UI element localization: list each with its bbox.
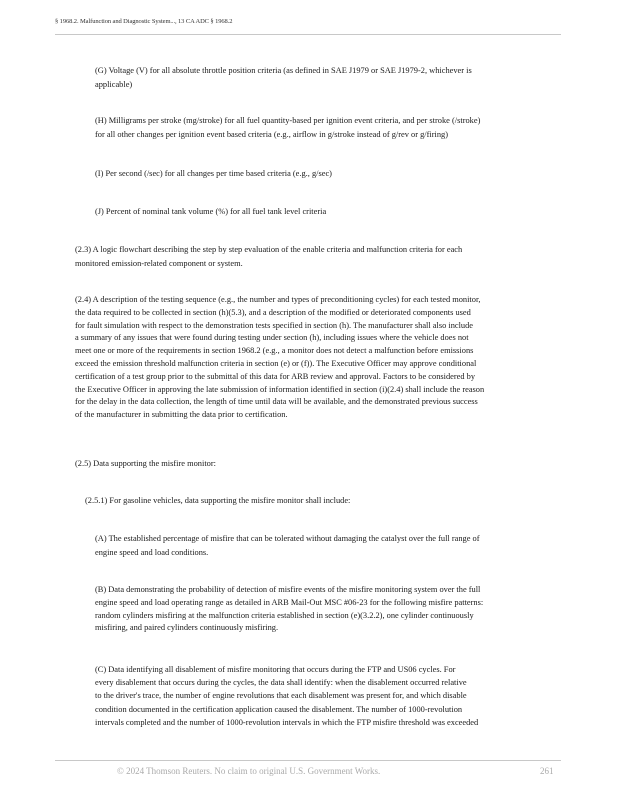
paragraph-2-5-1: (2.5.1) For gasoline vehicles, data supporting the misfire monitor shall include: — [85, 496, 351, 505]
paragraph-c: (C) Data identifying all disablement of misfire monitoring that occurs during the FTP and US06 cycles. For every disablement that occurs during the cycles, the data shall identify: when the disablement occurred relative to the driver's trace, the number of engine revolutions that each disablement was present for, and which disable condition documented in the certification application caused the disablement. The number of 1000-revolution intervals completed and the number of 1000-revolution intervals in which the FTP misfire threshold was exceeded — [95, 665, 479, 727]
paragraph-2-3: (2.3) A logic flowchart describing the step by step evaluation of the enable criteria and malfunction criteria for each monitored emission-related component or system. — [75, 245, 463, 268]
copyright-notice: © 2024 Thomson Reuters. No claim to original U.S. Government Works. — [117, 766, 381, 776]
paragraph-j: (J) Percent of nominal tank volume (%) for all fuel tank level criteria — [95, 207, 327, 216]
page-number: 261 — [540, 766, 554, 776]
paragraph-a: (A) The established percentage of misfire that can be tolerated without damaging the catalyst over the full range of engine speed and load conditions. — [95, 534, 480, 557]
header-divider — [55, 34, 561, 35]
paragraph-b: (B) Data demonstrating the probability of detection of misfire events of the misfire monitoring system over the full engine speed and load operating range as detailed in ARB Mail-Out MSC #06-23 for the following misfire patterns: random cylinders misfiring at the malfunction criteria established in section (e)(3.2.2), one cylinder continuously misfiring, and paired cylinders continuously misfiring. — [95, 585, 484, 633]
paragraph-g: (G) Voltage (V) for all absolute throttle position criteria (as defined in SAE J1979 or SAE J1979-2, whichever is applicable) — [95, 66, 472, 89]
paragraph-i: (I) Per second (/sec) for all changes per time based criteria (e.g., g/sec) — [95, 169, 332, 178]
paragraph-2-5: (2.5) Data supporting the misfire monitor: — [75, 459, 216, 468]
paragraph-2-4: (2.4) A description of the testing sequence (e.g., the number and types of preconditioning cycles) for each tested monitor, the data required to be collected in section (h)(5.3), and a description of the modified or deteriorated components used for fault simulation with respect to the demonstration tests specified in section (h). The manufacturer shall also include a summary of any issues that were found during testing under section (h), including issues where the vehicle does not meet one or more of the requirements in section 1968.2 (e.g., a monitor does not detect a malfunction before emissions exceed the emission threshold malfunction criteria in section (e) or (f)). The Executive Officer may approve conditional certification of a test group prior to the submittal of this data for ARB review and approval. Factors to be considered by the Executive Officer in approving the late submission of information identified in section (i)(2.4) shall include the reason for the delay in the data collection, the length of time until data will be available, and the demonstrated previous success of the manufacturer in submitting the data prior to certification. — [75, 295, 485, 420]
footer-divider — [55, 760, 561, 761]
paragraph-h: (H) Milligrams per stroke (mg/stroke) for all fuel quantity-based per ignition event criteria, and per stroke (/stroke) for all other changes per ignition event based criteria (e.g., airflow in g/stroke instead of g/rev or g/firing) — [95, 116, 481, 139]
running-header: § 1968.2. Malfunction and Diagnostic System..., 13 CA ADC § 1968.2 — [55, 18, 233, 25]
